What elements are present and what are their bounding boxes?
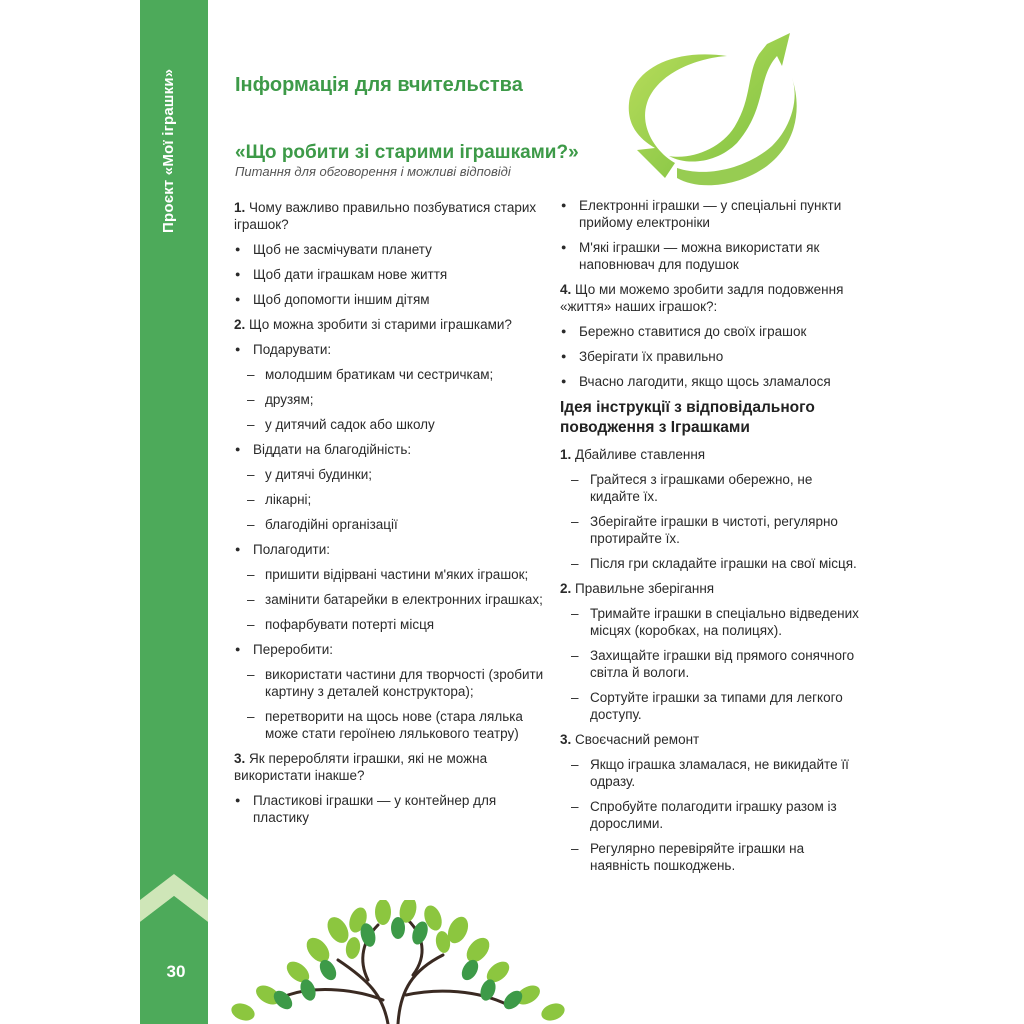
sub-list-item: – перетворити на щось нове (стара лялька може стати героїнею лялькового театру) — [234, 708, 544, 742]
list-item: ● Віддати на благодійність: — [234, 441, 544, 458]
project-title-text: Проєкт «Мої іграшки» — [160, 68, 177, 233]
list-item: ● Електронні іграшки — у спеціальні пункти прийому електроніки — [560, 197, 865, 231]
sub-list-item: – у дитячий садок або школу — [234, 416, 544, 433]
left-column — [234, 199, 544, 834]
page-number: 30 — [166, 962, 186, 981]
section-title: Інформація для вчительства — [235, 74, 523, 96]
question-title: «Що робити зі старими іграшками?» — [235, 142, 579, 163]
sub-list-item: – благодійні організації — [234, 516, 544, 533]
sub-list-item: – Спробуйте полагодити іграшку разом із дорослими. — [560, 798, 865, 832]
sub-list-item: – використати частини для творчості (зробити картину з деталей конструктора); — [234, 666, 544, 700]
list-item: ● Пластикові іграшки — у контейнер для пластику — [234, 792, 544, 826]
sub-list-item: – замінити батарейки в електронних іграшках; — [234, 591, 544, 608]
sub-list-item: – пофарбувати потерті місця — [234, 616, 544, 633]
sub-list-item: – Сортуйте іграшки за типами для легкого доступу. — [560, 689, 865, 723]
list-item: ● М'які іграшки — можна використати як наповнювач для подушок — [560, 239, 865, 273]
sub-list-item: – Грайтеся з іграшками обережно, не кидайте їх. — [560, 471, 865, 505]
list-item: ● Щоб допомогти іншим дітям — [234, 291, 544, 308]
instruction-3: 3. Своєчасний ремонт — [560, 732, 700, 747]
sub-list-item: – Тримайте іграшки в спеціально відведених місцях (коробках, на полицях). — [560, 605, 865, 639]
project-title — [160, 68, 200, 273]
sub-list-item: – Після гри складайте іграшки на свої місця. — [560, 555, 865, 572]
chevron-decoration-icon — [140, 860, 208, 950]
tree-icon — [208, 900, 628, 1024]
instruction-2: 2. Правильне зберігання — [560, 581, 715, 596]
sub-list-item: – лікарні; — [234, 491, 544, 508]
instruction-heading: Ідея інструкції з відповідального поводження з Іграшками — [560, 399, 815, 436]
list-item: ● Зберігати їх правильно — [560, 348, 865, 365]
list-item: ● Щоб не засмічувати планету — [234, 241, 544, 258]
list-item: ● Бережно ставитися до своїх іграшок — [560, 323, 865, 340]
list-item: ● Полагодити: — [234, 541, 544, 558]
list-item: ● Подарувати: — [234, 341, 544, 358]
sub-list-item: – молодшим братикам чи сестричкам; — [234, 366, 544, 383]
list-item: ● Вчасно лагодити, якщо щось зламалося — [560, 373, 865, 390]
recycle-arrows-icon — [617, 28, 807, 193]
subtitle: Питання для обговорення і можливі відповіді — [235, 164, 511, 179]
question-2: 2. Що можна зробити зі старими іграшками? — [234, 317, 512, 332]
sub-list-item: – Зберігайте іграшки в чистоті, регулярно протирайте їх. — [560, 513, 865, 547]
sub-list-item: – пришити відірвані частини м'яких іграшок; — [234, 566, 544, 583]
right-column — [560, 197, 865, 882]
question-3: 3. Як переробляти іграшки, які не можна використати інакше? — [234, 751, 488, 783]
instruction-1: 1. Дбайливе ставлення — [560, 447, 706, 462]
sub-list-item: – у дитячі будинки; — [234, 466, 544, 483]
question-4: 4. Що ми можемо зробити задля подовження «життя» наших іграшок?: — [560, 282, 844, 314]
list-item: ● Щоб дати іграшкам нове життя — [234, 266, 544, 283]
sub-list-item: – друзям; — [234, 391, 544, 408]
sub-list-item: – Якщо іграшка зламалася, не викидайте її одразу. — [560, 756, 865, 790]
list-item: ● Переробити: — [234, 641, 544, 658]
sub-list-item: – Захищайте іграшки від прямого сонячного світла й вологи. — [560, 647, 865, 681]
sub-list-item: – Регулярно перевіряйте іграшки на наявність пошкоджень. — [560, 840, 865, 874]
question-1: 1. Чому важливо правильно позбуватися старих іграшок? — [234, 200, 537, 232]
